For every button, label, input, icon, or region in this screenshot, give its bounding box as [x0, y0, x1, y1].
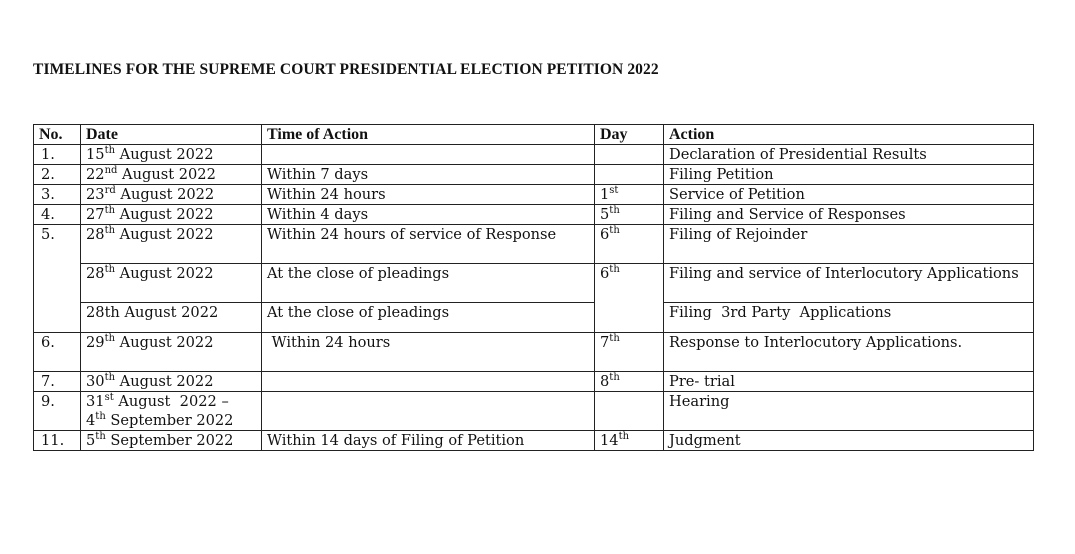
header-no: No. — [34, 125, 81, 145]
cell-action: Filing of Rejoinder — [664, 225, 1034, 264]
cell-time-of-action: At the close of pleadings — [262, 264, 595, 303]
table-row — [34, 225, 1034, 264]
cell-time-of-action — [262, 145, 595, 165]
timeline-table — [33, 124, 1034, 451]
table-row — [34, 303, 1034, 333]
cell-no: 4. — [34, 205, 81, 225]
cell-action: Pre- trial — [664, 372, 1034, 392]
table-row — [34, 333, 1034, 372]
cell-date: 22nd August 2022 — [81, 165, 262, 185]
cell-action: Filing Petition — [664, 165, 1034, 185]
table-row — [34, 372, 1034, 392]
cell-no: 3. — [34, 185, 81, 205]
cell-day: 6th — [595, 264, 664, 333]
table-row — [34, 264, 1034, 303]
cell-no: 7. — [34, 372, 81, 392]
table-row — [34, 392, 1034, 431]
cell-time-of-action: At the close of pleadings — [262, 303, 595, 333]
header-time-of-action: Time of Action — [262, 125, 595, 145]
cell-day: 8th — [595, 372, 664, 392]
table-row — [34, 431, 1034, 451]
cell-date: 31st August 2022 – 4th September 2022 — [81, 392, 262, 431]
cell-action: Hearing — [664, 392, 1034, 431]
cell-date: 23rd August 2022 — [81, 185, 262, 205]
cell-day: 5th — [595, 205, 664, 225]
cell-date: 28th August 2022 — [81, 303, 262, 333]
cell-day: 6th — [595, 225, 664, 264]
cell-date: 5th September 2022 — [81, 431, 262, 451]
cell-date: 29th August 2022 — [81, 333, 262, 372]
cell-day — [595, 165, 664, 185]
table-row — [34, 165, 1034, 185]
table-header-row — [34, 125, 1034, 145]
table-row — [34, 185, 1034, 205]
cell-action: Filing and service of Interlocutory Applications — [664, 264, 1034, 303]
header-day: Day — [595, 125, 664, 145]
cell-action: Service of Petition — [664, 185, 1034, 205]
cell-day: 7th — [595, 333, 664, 372]
cell-date: 27th August 2022 — [81, 205, 262, 225]
cell-action: Filing and Service of Responses — [664, 205, 1034, 225]
cell-no: 9. — [34, 392, 81, 431]
cell-time-of-action — [262, 392, 595, 431]
table-row — [34, 205, 1034, 225]
document-title: TIMELINES FOR THE SUPREME COURT PRESIDENTIAL ELECTION PETITION 2022 — [33, 61, 659, 78]
cell-date: 15th August 2022 — [81, 145, 262, 165]
cell-no: 11. — [34, 431, 81, 451]
cell-action: Declaration of Presidential Results — [664, 145, 1034, 165]
cell-time-of-action: Within 24 hours of service of Response — [262, 225, 595, 264]
cell-action: Response to Interlocutory Applications. — [664, 333, 1034, 372]
cell-no: 5. — [34, 225, 81, 333]
header-date: Date — [81, 125, 262, 145]
table-row — [34, 145, 1034, 165]
cell-date: 30th August 2022 — [81, 372, 262, 392]
cell-no: 2. — [34, 165, 81, 185]
cell-time-of-action: Within 24 hours — [262, 333, 595, 372]
cell-time-of-action: Within 24 hours — [262, 185, 595, 205]
cell-action: Filing 3rd Party Applications — [664, 303, 1034, 333]
cell-action: Judgment — [664, 431, 1034, 451]
cell-time-of-action — [262, 372, 595, 392]
cell-no: 1. — [34, 145, 81, 165]
cell-time-of-action: Within 7 days — [262, 165, 595, 185]
cell-day: 1st — [595, 185, 664, 205]
cell-day — [595, 145, 664, 165]
header-action: Action — [664, 125, 1034, 145]
cell-no: 6. — [34, 333, 81, 372]
cell-time-of-action: Within 4 days — [262, 205, 595, 225]
cell-day — [595, 392, 664, 431]
cell-date: 28th August 2022 — [81, 264, 262, 303]
cell-time-of-action: Within 14 days of Filing of Petition — [262, 431, 595, 451]
cell-date: 28th August 2022 — [81, 225, 262, 264]
cell-day: 14th — [595, 431, 664, 451]
